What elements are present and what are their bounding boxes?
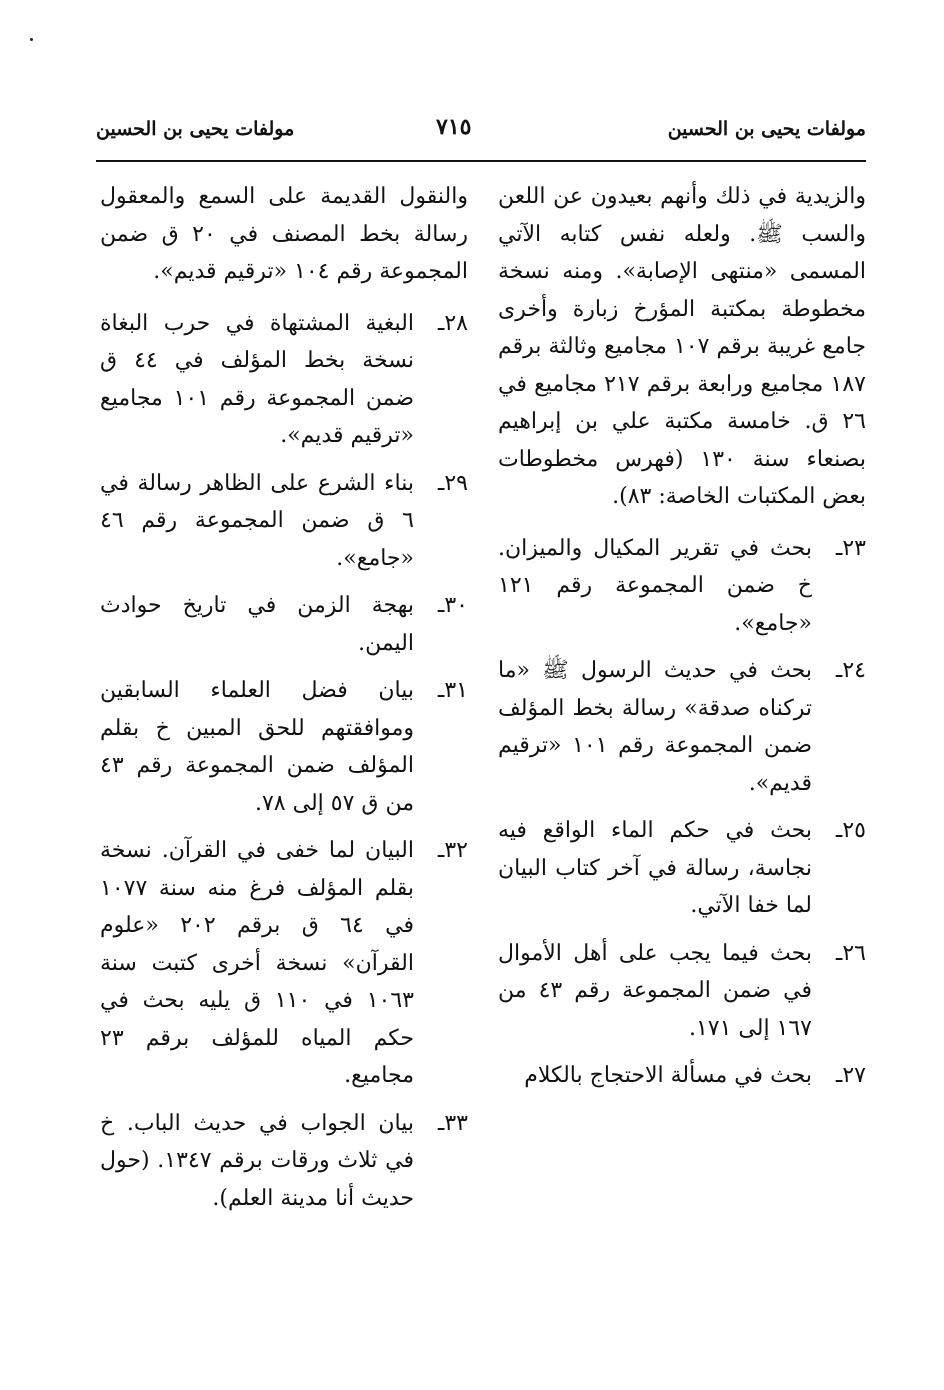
entry-text: البغية المشتهاة في حرب البغاة نسخة بخط المؤلف في ٤٤ ق ضمن المجموعة رقم ١٠١ مجاميع «ترقيم قديم». [100, 310, 415, 448]
entry-text: بيان فضل العلماء السابقين وموافقتهم للحق المبين خ بقلم المؤلف ضمن المجموعة رقم ٤٣ من ق ٥٧ إلى ٧٨. [100, 678, 414, 816]
entry-number: ٢٥ـ [835, 818, 866, 843]
list-item [498, 935, 866, 1048]
entry-number: ٣١ـ [437, 678, 468, 703]
entry-number: ٢٦ـ [835, 940, 866, 966]
list-item [498, 530, 866, 643]
page-number: ٧١٥ [436, 114, 472, 140]
list-item [100, 465, 468, 578]
list-item [100, 305, 468, 455]
entry-text: بحث في تقرير المكيال والميزان. خ ضمن المجموعة رقم ١٢١ «جامع». [498, 535, 812, 636]
right-column [498, 178, 866, 1105]
entry-text: بناء الشرع على الظاهر رسالة في ٦ ق ضمن المجموعة رقم ٤٦ «جامع». [100, 470, 414, 571]
header-rule [96, 160, 866, 162]
list-item [100, 832, 468, 1095]
entry-text: بحث في حديث الرسول ﷺ «ما تركناه صدقة» رسالة بخط المؤلف ضمن المجموعة رقم ١٠١ «ترقيم قديم». [498, 658, 812, 796]
entry-number: ٢٩ـ [437, 470, 468, 496]
entry-number: ٢٨ـ [437, 310, 468, 336]
list-item [100, 587, 468, 662]
running-header [96, 114, 866, 154]
left-column [100, 178, 468, 1227]
entry-number: ٢٣ـ [835, 535, 866, 561]
entry-text: بحث في حكم الماء الواقع فيه نجاسة، رسالة في آخر كتاب البيان لما خفا الآتي. [498, 818, 812, 918]
entry-number: ٣٠ـ [437, 593, 468, 618]
entry-number: ٢٧ـ [835, 1063, 866, 1088]
header-title-left: مولفات يحيى بن الحسين [96, 118, 295, 140]
scan-speck [30, 38, 33, 41]
entry-text: بهجة الزمن في تاريخ حوادث اليمن. [100, 593, 414, 656]
entry-text: البيان لما خفى في القرآن. نسخة بقلم المؤلف فرغ منه سنة ١٠٧٧ في ٦٤ ق برقم ٢٠٢ «علوم القرآن» نسخة أخرى كتبت سنة ١٠٦٣ في ١١٠ ق يليه بحث في حكم المياه للمؤلف برقم ٢٣ مجاميع. [100, 838, 414, 1088]
entry-text: بيان الجواب في حديث الباب. خ في ثلاث ورقات برقم ١٣٤٧. (حول حديث أنا مدينة العلم). [100, 1110, 414, 1211]
list-item [100, 1105, 468, 1218]
list-item [100, 672, 468, 822]
continuation-text: والنقول القديمة على السمع والمعقول رسالة بخط المصنف في ٢٠ ق ضمن المجموعة رقم ١٠٤ «ترقيم قديم». [100, 184, 468, 284]
list-item [498, 812, 866, 925]
entry-number: ٣٢ـ [437, 838, 468, 863]
entry-number: ٢٤ـ [835, 658, 866, 683]
list-item [498, 1057, 866, 1095]
entry-text: بحث في مسألة الاحتجاج بالكلام [524, 1063, 812, 1088]
entry-number: ٣٣ـ [437, 1110, 468, 1136]
list-item [498, 652, 866, 802]
header-title-right: مولفات يحيى بن الحسين [667, 118, 866, 140]
continuation-text: والزيدية في ذلك وأنهم بعيدون عن اللعن والسب ﷺ. ولعله نفس كتابه الآتي المسمى «منتهى الإصابة». ومنه نسخة مخطوطة بمكتبة المؤرخ زبارة وأخرى جامع غريبة برقم ١٠٧ مجاميع وثالثة برقم ١٨٧ مجاميع ورابعة برقم ٢١٧ مجاميع في ٢٦ ق. خامسة مكتبة علي بن إبراهيم بصنعاء سنة ١٣٠ (فهرس مخطوطات بعض المكتبات الخاصة: ٨٣). [498, 184, 867, 509]
entry-text: بحث فيما يجب على أهل الأموال في ضمن المجموعة رقم ٤٣ من ١٦٧ إلى ١٧١. [498, 940, 812, 1041]
